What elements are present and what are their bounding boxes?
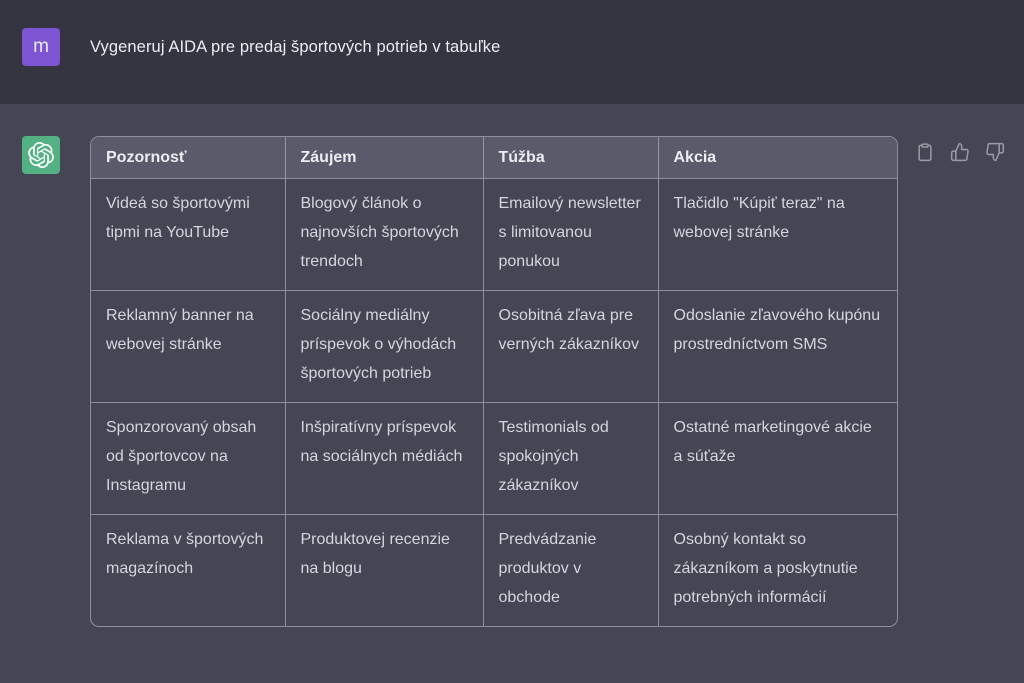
table-cell: Sponzorovaný obsah od športovcov na Instagramu xyxy=(91,403,285,515)
clipboard-icon xyxy=(915,142,935,162)
assistant-avatar xyxy=(22,136,60,174)
thumbs-up-icon xyxy=(950,142,970,162)
table-cell: Sociálny mediálny príspevok o výhodách športových potrieb xyxy=(285,291,483,403)
copy-button[interactable] xyxy=(915,142,935,162)
table-header-zaujem: Záujem xyxy=(285,137,483,179)
table-cell: Testimonials od spokojných zákazníkov xyxy=(483,403,658,515)
table-cell: Odoslanie zľavového kupónu prostredníctvom SMS xyxy=(658,291,898,403)
table-header-pozornost: Pozornosť xyxy=(91,137,285,179)
table-cell: Produktovej recenzie na blogu xyxy=(285,515,483,627)
table-header-tuzba: Túžba xyxy=(483,137,658,179)
table-cell: Blogový článok o najnovších športových trendoch xyxy=(285,179,483,291)
table-row xyxy=(91,515,898,627)
table-cell: Reklamný banner na webovej stránke xyxy=(91,291,285,403)
assistant-message-row xyxy=(0,104,1024,627)
table-cell: Osobný kontakt so zákazníkom a poskytnutie potrebných informácií xyxy=(658,515,898,627)
thumbs-up-button[interactable] xyxy=(950,142,970,162)
openai-logo-icon xyxy=(28,142,54,168)
table-header-row xyxy=(91,137,898,179)
response-actions xyxy=(915,136,1005,162)
table-cell: Reklama v športových magazínoch xyxy=(91,515,285,627)
thumbs-down-icon xyxy=(985,142,1005,162)
table-cell: Ostatné marketingové akcie a súťaže xyxy=(658,403,898,515)
table-cell: Inšpiratívny príspevok na sociálnych médiách xyxy=(285,403,483,515)
table-row xyxy=(91,291,898,403)
aida-table xyxy=(90,136,898,627)
table-cell: Emailový newsletter s limitovanou ponukou xyxy=(483,179,658,291)
user-message-row xyxy=(0,0,1024,104)
table-row xyxy=(91,403,898,515)
table-row xyxy=(91,179,898,291)
table-cell: Tlačidlo "Kúpiť teraz" na webovej stránke xyxy=(658,179,898,291)
table-header-akcia: Akcia xyxy=(658,137,898,179)
table-cell: Predvádzanie produktov v obchode xyxy=(483,515,658,627)
table-cell: Videá so športovými tipmi na YouTube xyxy=(91,179,285,291)
table-cell: Osobitná zľava pre verných zákazníkov xyxy=(483,291,658,403)
thumbs-down-button[interactable] xyxy=(985,142,1005,162)
user-avatar: m xyxy=(22,28,60,66)
user-message-text: Vygeneruj AIDA pre predaj športových potrieb v tabuľke xyxy=(90,37,501,56)
